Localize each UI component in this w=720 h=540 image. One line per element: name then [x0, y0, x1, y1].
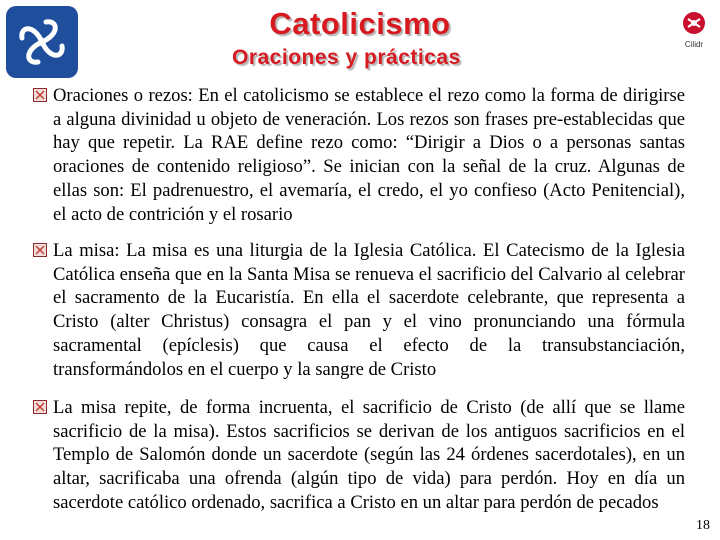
square-bullet-icon: [33, 243, 47, 257]
right-logo-label: Cilidr: [684, 40, 704, 49]
paragraph-sacrificio: La misa repite, de forma incruenta, el sacrificio de Cristo (de allí que se llame sacrificio de la misa). Estos sacrificios se derivan de los antiguos sacrificios en el Templo de Salomón donde un sacerdote (según las 24 órdenes sacerdotales), en un altar, sacrificaba una ofrenda (algún tipo de vida) para perdón. Hoy en día un sacerdote católico ordenado, sacrifica a Cristo en un altar para perdón de pecados: [53, 397, 685, 513]
square-bullet-icon: [33, 400, 47, 414]
page-title: Catolicismo: [269, 6, 451, 41]
page-number: 18: [696, 518, 710, 533]
paragraph-oraciones: Oraciones o rezos: En el catolicismo se establece el rezo como la forma de dirigirse a alguna divinidad u objeto de veneración. Los rezos son frases pre-establecidas que hay que repetir. La RAE define rezo como: “Dirigir a Dios o a personas santas oraciones de contenido religioso”. Se inician con la señal de la cruz. Algunas de ellas son: El padrenuestro, el avemaría, el credo, el yo confieso (Acto Penitencial), el acto de contrición y el rosario: [53, 85, 685, 225]
paragraph-misa: La misa: La misa es una liturgia de la Iglesia Católica. El Catecismo de la Iglesia Católica enseña que en la Santa Misa se renueva el sacrificio del Calvario al celebrar el sacramento de la Eucaristía. En ella el sacerdote celebrante, que representa a Cristo (alter Christus) consagra el pan y el vino pronunciando una fórmula sacramental (epíclesis) que causa el efecto de la transubstanciación, transformándolos en el cuerpo y la sangre de Cristo: [53, 240, 685, 380]
square-bullet-icon: [33, 88, 47, 102]
right-logo: [676, 10, 712, 58]
page-subtitle: Oraciones y prácticas: [232, 46, 461, 69]
red-circle-logo-icon: [681, 10, 707, 40]
